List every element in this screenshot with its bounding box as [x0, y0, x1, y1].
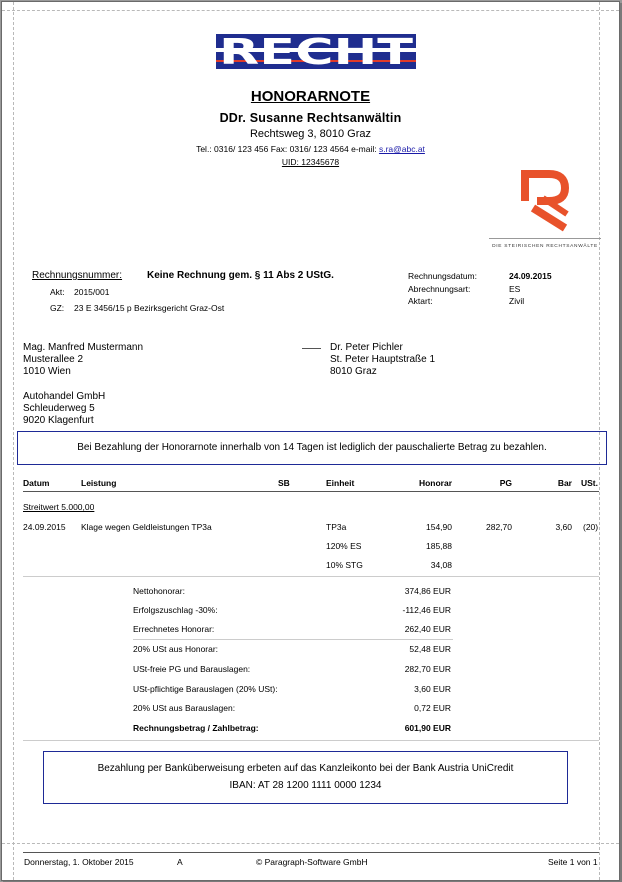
meta-label-type: Abrechnungsart: — [408, 284, 471, 294]
third-party-city: 9020 Klagenfurt — [23, 415, 94, 426]
opponent-name: Dr. Peter Pichler — [330, 342, 403, 353]
col-datum: Datum — [23, 478, 50, 488]
table-end-line — [23, 576, 599, 577]
opponent-street: St. Peter Hauptstraße 1 — [330, 354, 436, 365]
total-label-netto: Nettohonorar: — [133, 586, 185, 596]
row1-bar: 3,60 — [555, 522, 572, 532]
third-party-street: Schleuderweg 5 — [23, 403, 95, 414]
total-value-ust-frei: 282,70 EUR — [404, 664, 451, 674]
totals-end-line — [23, 740, 599, 741]
total-label-ust-pflichtig: USt-pflichtige Barauslagen (20% USt): — [133, 684, 278, 694]
svg-text:RECHT: RECHT — [219, 34, 414, 69]
footer-page: Seite 1 von 1 — [548, 857, 598, 867]
row2-einheit: 120% ES — [326, 541, 362, 551]
r-mark-icon — [521, 168, 571, 232]
payment-notice-box — [17, 431, 607, 465]
gz-label: GZ: — [50, 303, 65, 313]
footer-line — [23, 852, 599, 853]
email-link[interactable]: s.ra@abc.at — [378, 144, 425, 154]
total-value-netto: 374,86 EUR — [404, 586, 451, 596]
third-party-name: Autohandel GmbH — [23, 391, 106, 402]
streitwert-label: Streitwert 5.000,00 — [23, 502, 95, 512]
subtotal-line — [133, 639, 453, 640]
col-honorar: Honorar — [418, 478, 452, 488]
payment-notice-text: Bei Bezahlung der Honorarnote innerhalb von 14 Tagen ist lediglich der pauschalierte Betrag zu bezahlen. — [77, 442, 547, 453]
meta-label-date: Rechnungsdatum: — [408, 271, 477, 281]
row1-datum: 24.09.2015 — [23, 522, 66, 532]
recht-logo — [216, 34, 416, 69]
total-label-ust-frei: USt-freie PG und Barauslagen: — [133, 664, 251, 674]
total-value-erfolgszuschlag: -112,46 EUR — [402, 605, 451, 615]
invoice-number-label: Rechnungsnummer: — [32, 270, 123, 281]
recipient-street: Musterallee 2 — [23, 354, 84, 365]
col-leistung: Leistung — [81, 478, 117, 488]
invoice-page — [1, 1, 620, 881]
row3-einheit: 10% STG — [326, 560, 363, 570]
document-title: HONORARNOTE — [250, 88, 371, 105]
lawyer-name: DDr. Susanne Rechtsanwältin — [219, 111, 402, 125]
total-label-ust-honorar: 20% USt aus Honorar: — [133, 644, 219, 654]
bank-details-line1: Bezahlung per Banküberweisung erbeten auf das Kanzleikonto bei der Bank Austria UniCredit — [97, 763, 514, 774]
col-einheit: Einheit — [326, 478, 355, 488]
row1-honorar: 154,90 — [426, 522, 452, 532]
total-label-errechnet: Errechnetes Honorar: — [133, 624, 215, 634]
total-value-ust-barauslagen: 0,72 EUR — [414, 703, 451, 713]
lawyer-uid: UID: 12345678 — [281, 157, 340, 167]
row1-ust: (20) — [583, 522, 599, 532]
total-value-errechnet: 262,40 EUR — [404, 624, 451, 634]
footer-mark: A — [177, 857, 183, 867]
bank-details-box — [43, 751, 568, 804]
row3-honorar: 34,08 — [430, 560, 452, 570]
table-header-line — [23, 491, 599, 492]
meta-value-akt: Zivil — [509, 296, 525, 306]
lawyer-address: Rechtsweg 3, 8010 Graz — [249, 128, 372, 140]
total-label-erfolgszuschlag: Erfolgszuschlag -30%: — [133, 605, 218, 615]
recipient-name: Mag. Manfred Mustermann — [23, 342, 144, 353]
invoice-number-value: Keine Rechnung gem. § 11 Abs 2 UStG. — [147, 270, 334, 281]
row1-pg: 282,70 — [486, 522, 512, 532]
lawyer-contact — [2, 144, 619, 154]
total-value-ust-honorar: 52,48 EUR — [409, 644, 451, 654]
col-bar: Bar — [557, 478, 572, 488]
opponent-city: 8010 Graz — [330, 366, 377, 377]
meta-value-type: ES — [509, 284, 521, 294]
total-value-zahlbetrag: 601,90 EUR — [404, 723, 451, 733]
margin-guide-top — [2, 10, 619, 11]
total-value-ust-pflichtig: 3,60 EUR — [414, 684, 451, 694]
recipient-city: 1010 Wien — [23, 366, 71, 377]
opponent-dash — [302, 348, 321, 349]
tagline-divider — [489, 238, 601, 239]
meta-value-date: 24.09.2015 — [509, 271, 552, 281]
gz-value: 23 E 3456/15 p Bezirksgericht Graz-Ost — [74, 303, 225, 313]
akt-label: Akt: — [50, 287, 65, 297]
total-label-ust-barauslagen: 20% USt aus Barauslagen: — [133, 703, 236, 713]
footer-date: Donnerstag, 1. Oktober 2015 — [24, 857, 134, 867]
total-label-zahlbetrag: Rechnungsbetrag / Zahlbetrag: — [133, 723, 259, 733]
margin-guide-bottom — [2, 843, 619, 844]
row1-einheit: TP3a — [326, 522, 347, 532]
row2-honorar: 185,88 — [426, 541, 452, 551]
row1-leistung: Klage wegen Geldleistungen TP3a — [81, 522, 212, 532]
meta-label-akt: Aktart: — [408, 296, 433, 306]
footer-copyright: © Paragraph-Software GmbH — [256, 857, 368, 867]
bank-details-iban: IBAN: AT 28 1200 1111 0000 1234 — [229, 780, 382, 791]
col-ust: USt. — [581, 478, 598, 488]
col-sb: SB — [278, 478, 290, 488]
col-pg: PG — [499, 478, 512, 488]
contact-text: Tel.: 0316/ 123 456 Fax: 0316/ 123 4564 e-mail: — [196, 144, 379, 154]
akt-value: 2015/001 — [74, 287, 110, 297]
brand-tagline: DIE STEIRISCHEN RECHTSANWÄLTE — [492, 244, 598, 249]
